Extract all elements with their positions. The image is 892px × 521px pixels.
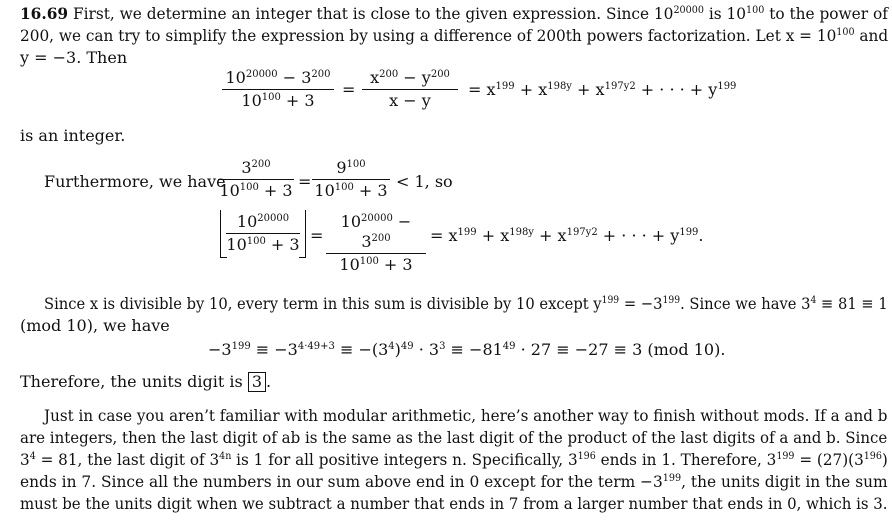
- furthermore-lead: Furthermore, we have: [44, 172, 226, 191]
- eq1-equals: =: [342, 80, 356, 99]
- conclusion-text: Therefore, the units digit is: [20, 372, 243, 391]
- eq1-fraction-2: $\frac{x^{200} - y^{200}}{x - y}$: [362, 68, 458, 111]
- eq1-fraction-1: $\frac{10^{20000} - 3^{200}}{10^{100} + 3}$: [222, 68, 334, 111]
- eq1-rhs: = $x^{199} + x^{198y} + x^{197y2}$ + · · · + $y^{199}$: [468, 80, 737, 99]
- divisible-line-1: Since x is divisible by 10, every term in this sum is divisible by 10 except $y^{199} = -3^{199}$. Since we have $3^4 \equiv 81 \equiv 1$: [44, 294, 888, 313]
- furthermore-equals: =: [298, 172, 312, 191]
- alt-line-2: are integers, then the last digit of ab is the same as the last digit of the product of the last digits of a and b. Since: [20, 428, 888, 447]
- alt-line-5: must be the units digit when we subtract a number that ends in 7 from a larger number that ends in 0, which is 3.: [20, 494, 888, 513]
- answer-box: 3: [248, 372, 266, 392]
- integer-line: is an integer.: [20, 126, 126, 145]
- alt-line-4: ends in 7. Since all the numbers in our sum above end in 0 except for the term $-3^{199}$, the units digit in the sum: [20, 472, 888, 491]
- alt-line-1: Just in case you aren’t familiar with modular arithmetic, here’s another way to finish without mods. If a and b: [44, 406, 888, 425]
- divisible-line-2: (mod 10), we have: [20, 316, 170, 335]
- conclusion-line: Therefore, the units digit is 3 .: [20, 372, 272, 391]
- alt-line-3: $3^4 = 81$, the last digit of $3^{4n}$ is 1 for all positive integers n. Specifically, $3^{196}$ ends in 1. Therefore, $3^{199} = (27)(3^{196})$: [20, 450, 888, 469]
- intro-line-2: 200, we can try to simplify the expression by using a difference of 200th powers factorization. Let $x = 10^{100}$ and: [20, 26, 889, 45]
- eq2-rhs: = $x^{199} + x^{198y} + x^{197y2}$ + · · · + $y^{199}$.: [430, 226, 704, 245]
- eq2-equals: =: [310, 226, 324, 245]
- intro-line-3: y = −3. Then: [20, 48, 128, 67]
- intro-line-1: 16.69 First, we determine an integer that is close to the given expression. Since $10^{20000}$ is $10^{100}$ to the power of: [20, 4, 888, 23]
- eq2-fraction-2: $\frac{10^{20000} - 3^{200}}{10^{100} + 3}$: [326, 212, 426, 275]
- problem-number: 16.69: [20, 4, 69, 23]
- furthermore-fraction-2: $\frac{9^{100}}{10^{100} + 3}$: [312, 158, 390, 201]
- eq2-fraction-1: $\frac{10^{20000}}{10^{100} + 3}$: [226, 212, 300, 254]
- furthermore-tail: < 1, so: [396, 172, 453, 191]
- mod-equation: $-3^{199} \equiv -3^{4\cdot 49+3} \equiv -(3^4)^{49} \cdot 3^3 \equiv -81^{49} \cdot 27 \equiv -27 \equiv 3$ (mod 10).: [208, 340, 726, 359]
- furthermore-fraction-1: $\frac{3^{200}}{10^{100} + 3}$: [219, 158, 293, 200]
